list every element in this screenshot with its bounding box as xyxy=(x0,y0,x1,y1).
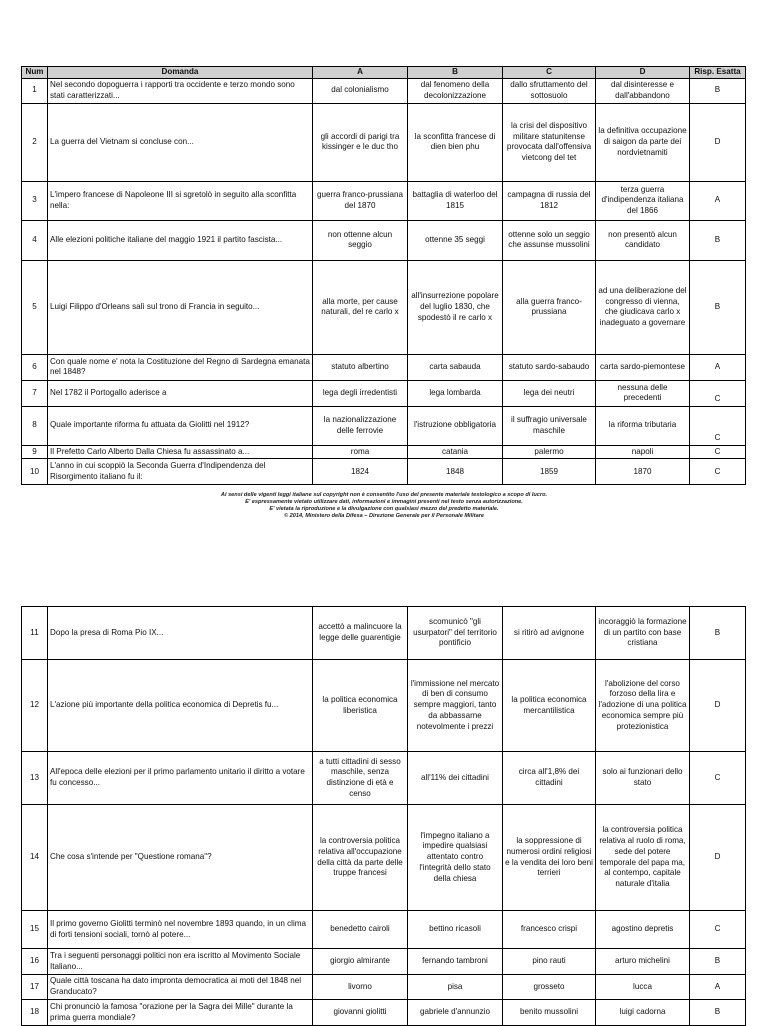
option-a: non ottenne alcun seggio xyxy=(313,220,408,260)
option-a: dal colonialismo xyxy=(313,78,408,103)
question-text: Dopo la presa di Roma Pio IX... xyxy=(48,607,313,660)
question-text: Che cosa s'intende per "Questione romana"? xyxy=(48,805,313,911)
option-d: lucca xyxy=(596,975,690,1000)
option-b: pisa xyxy=(408,975,503,1000)
option-d: solo ai funzionari dello stato xyxy=(596,752,690,805)
table-row xyxy=(22,805,746,911)
option-b: l'impegno italiano a impedire qualsiasi attentato contro l'integrità dello stato della chiesa xyxy=(408,805,503,911)
option-d: agostino depretis xyxy=(596,911,690,949)
option-b: 1848 xyxy=(408,459,503,485)
table-row xyxy=(22,459,746,485)
copyright-line: E' vietata la riproduzione e la divulgazione con qualsiasi mezzo del predetto materiale. xyxy=(269,506,499,513)
question-text: Nel secondo dopoguerra i rapporti tra occidente e terzo mondo sono stati caratterizzati... xyxy=(48,78,313,103)
option-a: la nazionalizzazione delle ferrovie xyxy=(313,406,408,445)
option-a: livorno xyxy=(313,975,408,1000)
option-c: la crisi del dispositivo militare statunitense provocata dall'offensiva vietcong del tet xyxy=(503,103,596,181)
correct-answer: B xyxy=(690,607,746,660)
option-a: a tutti cittadini di sesso maschile, senza distinzione di età e censo xyxy=(313,752,408,805)
question-text: L'impero francese di Napoleone III si sgretolò in seguito alla sconfitta nella: xyxy=(48,181,313,220)
table-row xyxy=(22,949,746,975)
table-row xyxy=(22,660,746,752)
question-text: Luigi Filippo d'Orleans salì sul trono di Francia in seguito... xyxy=(48,260,313,354)
table-row xyxy=(22,1000,746,1026)
question-text: Quale città toscana ha dato impronta democratica ai moti del 1848 nel Granducato? xyxy=(48,975,313,1000)
question-text: Il primo governo Giolitti terminò nel novembre 1893 quando, in un clima di forti tensioni sociali, tornò al potere... xyxy=(48,911,313,949)
option-d: napoli xyxy=(596,445,690,459)
table-header-row xyxy=(22,67,746,79)
table-row xyxy=(22,752,746,805)
option-a: giovanni giolitti xyxy=(313,1000,408,1026)
correct-answer: B xyxy=(690,1000,746,1026)
option-c: alla guerra franco-prussiana xyxy=(503,260,596,354)
option-b: catania xyxy=(408,445,503,459)
correct-answer: C xyxy=(690,752,746,805)
option-a: benedetto cairoli xyxy=(313,911,408,949)
option-b: bettino ricasoli xyxy=(408,911,503,949)
question-text: La guerra del Vietnam si concluse con... xyxy=(48,103,313,181)
option-d: terza guerra d'indipendenza italiana del 1866 xyxy=(596,181,690,220)
option-c: la politica economica mercantilistica xyxy=(503,660,596,752)
question-number: 14 xyxy=(22,805,48,911)
option-b: l'immissione nel mercato di ben di consumo sempre maggiori, tanto da abbassarne notevolmente i prezzi xyxy=(408,660,503,752)
option-b: scomunicò "gli usurpatori" del territorio pontificio xyxy=(408,607,503,660)
question-number: 1 xyxy=(22,78,48,103)
header-option-a: A xyxy=(313,67,408,79)
option-b: all'insurrezione popolare del luglio 1830, che spodestò il re carlo x xyxy=(408,260,503,354)
question-text: L'azione più importante della politica economica di Depretis fu... xyxy=(48,660,313,752)
option-a: la politica economica liberistica xyxy=(313,660,408,752)
option-a: 1824 xyxy=(313,459,408,485)
question-number: 18 xyxy=(22,1000,48,1026)
question-number: 12 xyxy=(22,660,48,752)
question-text: Chi pronunciò la famosa "orazione per la Sagra dei Mille" durante la prima guerra mondiale? xyxy=(48,1000,313,1026)
option-c: pino rauti xyxy=(503,949,596,975)
correct-answer: C xyxy=(690,445,746,459)
question-number: 10 xyxy=(22,459,48,485)
correct-answer: B xyxy=(690,949,746,975)
question-number: 3 xyxy=(22,181,48,220)
option-d: dal disinteresse e dall'abbandono xyxy=(596,78,690,103)
option-c: campagna di russia del 1812 xyxy=(503,181,596,220)
option-b: dal fenomeno della decolonizzazione xyxy=(408,78,503,103)
question-text: All'epoca delle elezioni per il primo parlamento unitario il diritto a votare fu concesso... xyxy=(48,752,313,805)
option-b: carta sabauda xyxy=(408,354,503,380)
option-b: fernando tambroni xyxy=(408,949,503,975)
option-c: palermo xyxy=(503,445,596,459)
question-text: Il Prefetto Carlo Alberto Dalla Chiesa fu assassinato a... xyxy=(48,445,313,459)
option-b: gabriele d'annunzio xyxy=(408,1000,503,1026)
correct-answer: D xyxy=(690,103,746,181)
copyright-line: Ai sensi delle vigenti leggi italiane sul copyright non è consentito l'uso del presente materiale testologico a scopo di lucro. xyxy=(220,492,548,498)
copyright-line: E' espressamente vietato utilizzare dati, informazioni e immagini presenti nel testo senza autorizzazione. xyxy=(245,499,523,506)
option-c: statuto sardo-sabaudo xyxy=(503,354,596,380)
question-number: 6 xyxy=(22,354,48,380)
question-number: 5 xyxy=(22,260,48,354)
option-a: giorgio almirante xyxy=(313,949,408,975)
option-a: gli accordi di parigi tra kissinger e le duc tho xyxy=(313,103,408,181)
header-option-b: B xyxy=(408,67,503,79)
option-a: alla morte, per cause naturali, del re carlo x xyxy=(313,260,408,354)
table-row xyxy=(22,354,746,380)
correct-answer: B xyxy=(690,78,746,103)
option-c: grosseto xyxy=(503,975,596,1000)
table-row xyxy=(22,445,746,459)
question-number: 7 xyxy=(22,380,48,406)
question-text: Alle elezioni politiche italiane del maggio 1921 il partito fascista... xyxy=(48,220,313,260)
table-row xyxy=(22,406,746,445)
option-d: l'abolizione del corso forzoso della lira e l'adozione di una politica economica sempre più protezionistica xyxy=(596,660,690,752)
question-number: 17 xyxy=(22,975,48,1000)
option-d: la definitiva occupazione di saigon da parte dei nordvietnamiti xyxy=(596,103,690,181)
correct-answer: A xyxy=(690,181,746,220)
quiz-table-2 xyxy=(21,606,746,1026)
option-d: la controversia politica relativa al ruolo di roma, sede del potere temporale del papa ma, al contempo, capitale naturale d'italia xyxy=(596,805,690,911)
question-number: 13 xyxy=(22,752,48,805)
question-number: 16 xyxy=(22,949,48,975)
copyright-line: © 2014, Ministero della Difesa – Direzione Generale per il Personale Militare xyxy=(284,513,484,520)
question-number: 11 xyxy=(22,607,48,660)
option-d: luigi cadorna xyxy=(596,1000,690,1026)
option-c: il suffragio universale maschile xyxy=(503,406,596,445)
correct-answer: C xyxy=(690,380,746,406)
option-c: 1859 xyxy=(503,459,596,485)
table-row xyxy=(22,607,746,660)
question-number: 15 xyxy=(22,911,48,949)
option-b: la sconfitta francese di dien bien phu xyxy=(408,103,503,181)
option-c: ottenne solo un seggio che assunse mussolini xyxy=(503,220,596,260)
option-b: lega lombarda xyxy=(408,380,503,406)
question-text: Nel 1782 il Portogallo aderisce a xyxy=(48,380,313,406)
option-d: la riforma tributaria xyxy=(596,406,690,445)
question-number: 8 xyxy=(22,406,48,445)
option-c: circa all'1,8% dei cittadini xyxy=(503,752,596,805)
option-a: la controversia politica relativa all'occupazione della città da parte delle truppe francesi xyxy=(313,805,408,911)
header-option-d: D xyxy=(596,67,690,79)
correct-answer: B xyxy=(690,260,746,354)
option-a: statuto albertino xyxy=(313,354,408,380)
header-option-c: C xyxy=(503,67,596,79)
table-row xyxy=(22,911,746,949)
correct-answer: C xyxy=(690,911,746,949)
correct-answer: D xyxy=(690,805,746,911)
option-c: francesco crispi xyxy=(503,911,596,949)
correct-answer: D xyxy=(690,660,746,752)
option-b: battaglia di waterloo del 1815 xyxy=(408,181,503,220)
option-c: dallo sfruttamento del sottosuolo xyxy=(503,78,596,103)
correct-answer: B xyxy=(690,220,746,260)
question-number: 4 xyxy=(22,220,48,260)
option-c: lega dei neutri xyxy=(503,380,596,406)
question-number: 2 xyxy=(22,103,48,181)
option-d: carta sardo-piemontese xyxy=(596,354,690,380)
option-a: roma xyxy=(313,445,408,459)
copyright-notice xyxy=(100,492,668,521)
option-d: non presentò alcun candidato xyxy=(596,220,690,260)
option-d: 1870 xyxy=(596,459,690,485)
option-a: accettò a malincuore la legge delle guarentigie xyxy=(313,607,408,660)
option-b: all'11% dei cittadini xyxy=(408,752,503,805)
option-a: guerra franco-prussiana del 1870 xyxy=(313,181,408,220)
table-row xyxy=(22,181,746,220)
table-row xyxy=(22,220,746,260)
question-text: L'anno in cui scoppiò la Seconda Guerra d'Indipendenza del Risorgimento italiano fu il: xyxy=(48,459,313,485)
option-d: arturo michelini xyxy=(596,949,690,975)
question-text: Quale importante riforma fu attuata da Giolitti nel 1912? xyxy=(48,406,313,445)
correct-answer: C xyxy=(690,459,746,485)
question-text: Con quale nome e' nota la Costituzione del Regno di Sardegna emanata nel 1848? xyxy=(48,354,313,380)
question-text: Tra i seguenti personaggi politici non era iscritto al Movimento Sociale Italiano... xyxy=(48,949,313,975)
header-num: Num xyxy=(22,67,48,79)
table-row xyxy=(22,975,746,1000)
option-d: incoraggiò la formazione di un partito con base cristiana xyxy=(596,607,690,660)
option-d: nessuna delle precedenti xyxy=(596,380,690,406)
option-c: la soppressione di numerosi ordini religiosi e la vendita dei loro beni terrieri xyxy=(503,805,596,911)
header-question: Domanda xyxy=(48,67,313,79)
header-correct-answer: Risp. Esatta xyxy=(690,67,746,79)
table-row xyxy=(22,78,746,103)
question-number: 9 xyxy=(22,445,48,459)
table-row xyxy=(22,380,746,406)
correct-answer: A xyxy=(690,975,746,1000)
option-b: ottenne 35 seggi xyxy=(408,220,503,260)
correct-answer: C xyxy=(690,406,746,445)
option-b: l'istruzione obbligatoria xyxy=(408,406,503,445)
quiz-table-1 xyxy=(21,66,746,485)
option-c: si ritirò ad avignone xyxy=(503,607,596,660)
option-a: lega degli irredentisti xyxy=(313,380,408,406)
option-c: benito mussolini xyxy=(503,1000,596,1026)
correct-answer: A xyxy=(690,354,746,380)
table-row xyxy=(22,103,746,181)
option-d: ad una deliberazione del congresso di vienna, che giudicava carlo x inadeguato a governare xyxy=(596,260,690,354)
table-row xyxy=(22,260,746,354)
